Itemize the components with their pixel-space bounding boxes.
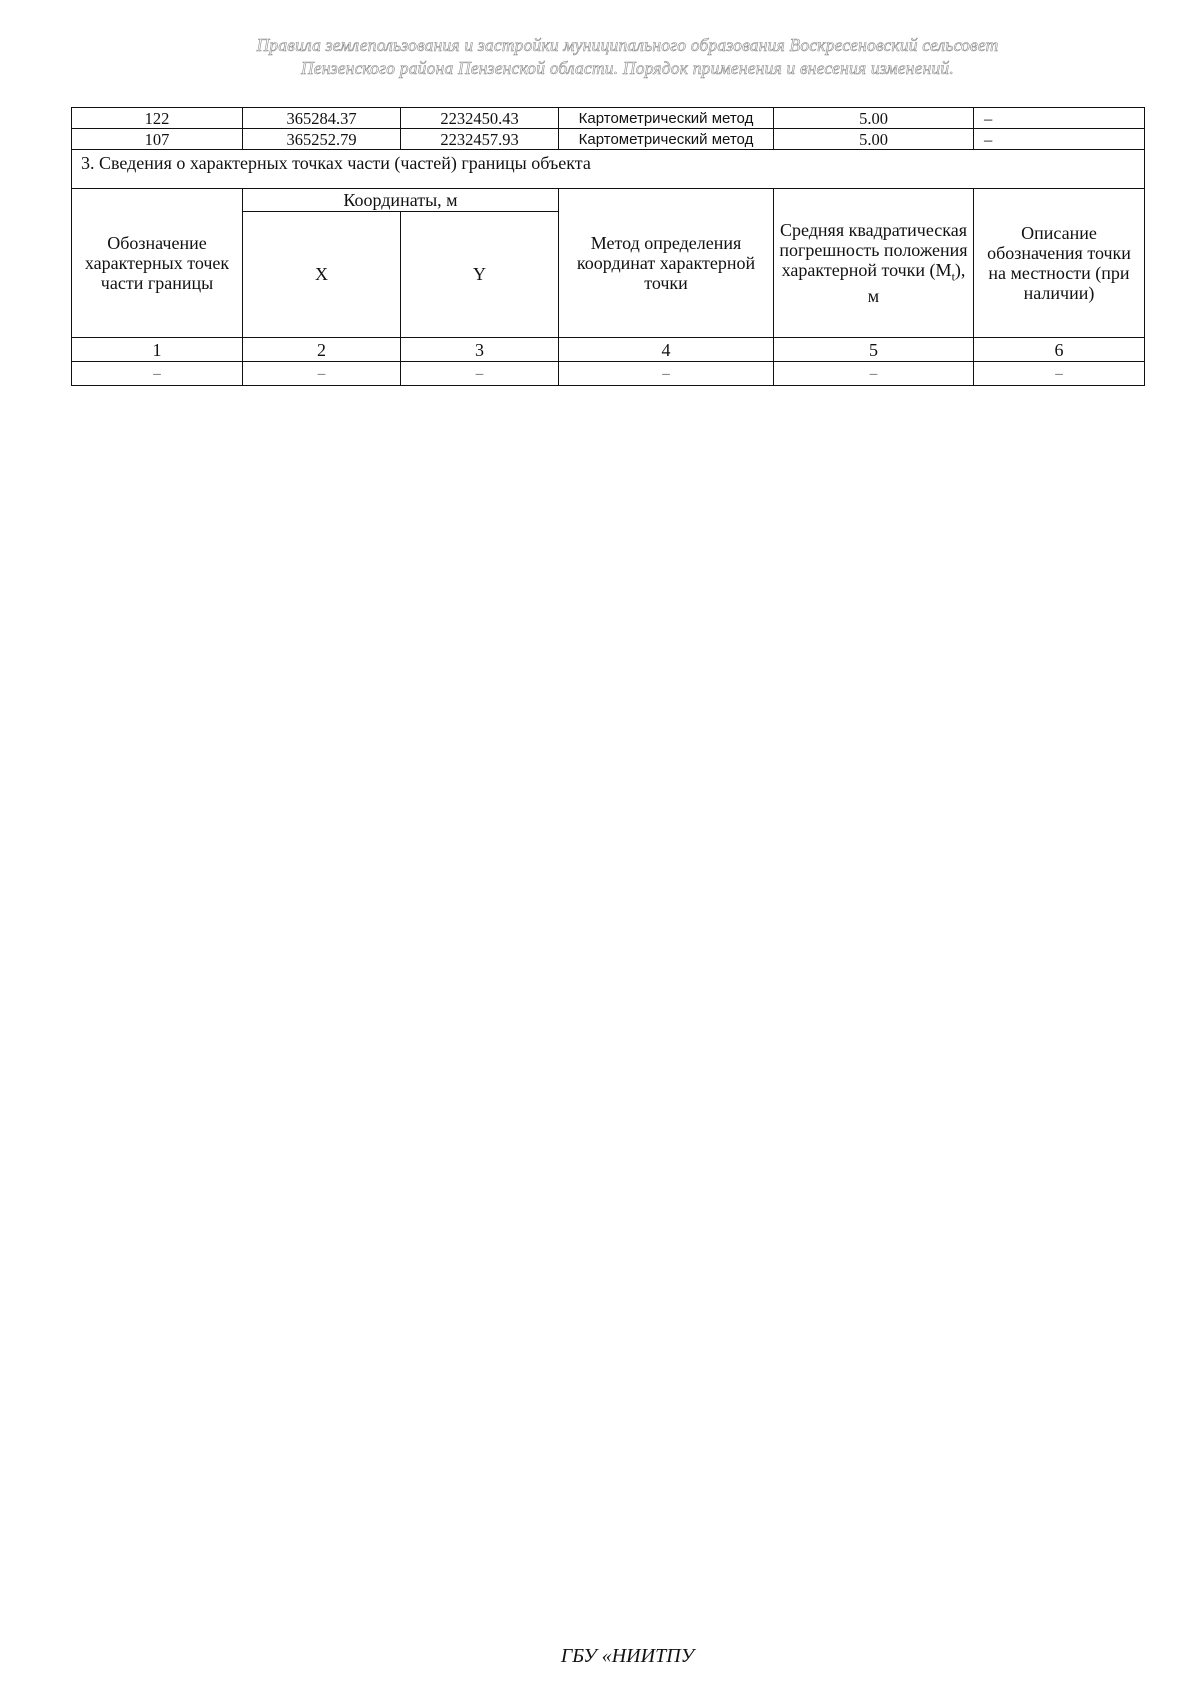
y-cell: 2232457.93	[401, 129, 559, 150]
column-number: 1	[72, 338, 243, 362]
empty-cell: –	[243, 362, 401, 386]
point-cell: 107	[72, 129, 243, 150]
error-header-unit: ), м	[867, 259, 966, 307]
table-row	[72, 129, 1145, 150]
column-number: 2	[243, 338, 401, 362]
y-cell: 2232450.43	[401, 108, 559, 129]
coordinates-column-header: Координаты, м	[243, 189, 559, 212]
section-title: 3. Сведения о характерных точках части (частей) границы объекта	[72, 150, 1145, 189]
point-column-header: Обозначение характерных точек части границы	[72, 189, 243, 338]
error-cell: 5.00	[774, 108, 974, 129]
x-cell: 365252.79	[243, 129, 401, 150]
error-header-text: Средняя квадратическая погрешность положения характерной точки (M	[779, 219, 968, 280]
empty-cell: –	[974, 362, 1145, 386]
header-row	[72, 189, 1145, 212]
document-footer: ГБУ «НИИТПУ	[560, 1645, 695, 1667]
header-line-1: Правила землепользования и застройки муниципального образования Воскресеновский сельсовет	[256, 35, 999, 55]
x-cell: 365284.37	[243, 108, 401, 129]
column-number: 3	[401, 338, 559, 362]
description-column-header: Описание обозначения точки на местности (при наличии)	[974, 189, 1145, 338]
empty-cell: –	[401, 362, 559, 386]
method-column-header: Метод определения координат характерной точки	[559, 189, 774, 338]
section-title-row	[72, 150, 1145, 189]
column-number: 6	[974, 338, 1145, 362]
point-cell: 122	[72, 108, 243, 129]
header-line-2: Пензенского района Пензенской области. Порядок применения и внесения изменений.	[301, 58, 954, 78]
method-cell: Картометрический метод	[559, 129, 774, 150]
error-header-subscript: t	[951, 269, 955, 284]
error-cell: 5.00	[774, 129, 974, 150]
x-column-header: X	[243, 212, 401, 338]
empty-cell: –	[774, 362, 974, 386]
empty-cell: –	[72, 362, 243, 386]
y-column-header: Y	[401, 212, 559, 338]
table-row	[72, 108, 1145, 129]
column-number: 5	[774, 338, 974, 362]
description-cell: –	[974, 129, 1145, 150]
coordinates-table	[71, 107, 1145, 386]
empty-cell: –	[559, 362, 774, 386]
method-cell: Картометрический метод	[559, 108, 774, 129]
error-column-header	[774, 189, 974, 338]
table-row	[72, 362, 1145, 386]
column-number-row	[72, 338, 1145, 362]
column-number: 4	[559, 338, 774, 362]
document-header	[0, 34, 1200, 80]
description-cell: –	[974, 108, 1145, 129]
